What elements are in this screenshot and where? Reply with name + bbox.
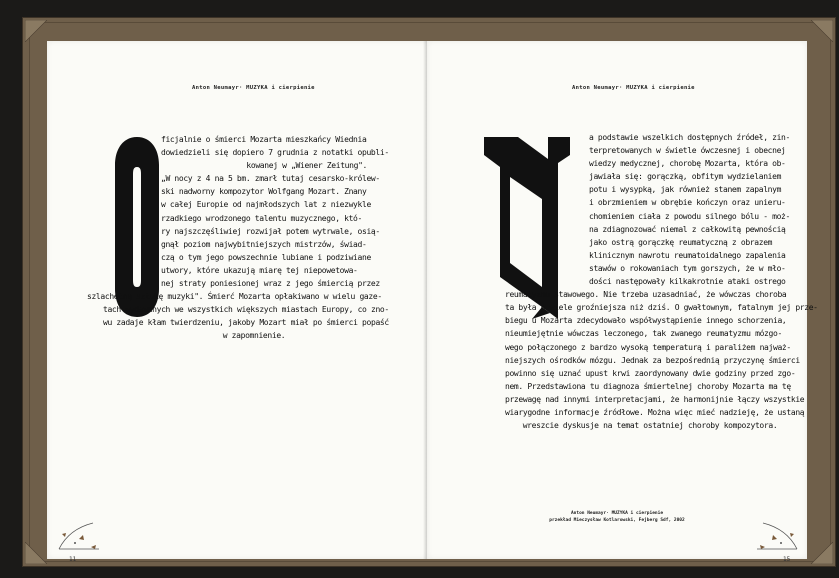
cover-corner-icon xyxy=(25,542,47,564)
text-line: szlachetną sztukę muzyki". Śmierć Mozarta opłakiwano w wielu gaze- xyxy=(87,292,382,302)
text-line: nem. Przedstawiona tu diagnoza śmiertelnej choroby Mozarta ma tę xyxy=(505,381,791,391)
text-line: wreszcie dyskusje na temat ostatniej choroby kompozytora. xyxy=(522,421,778,431)
text-line: ficjalnie o śmierci Mozarta mieszkańcy Wiednia xyxy=(161,135,367,144)
cover-corner-icon xyxy=(811,542,833,564)
text-line: jako ostrą gorączkę reumatyczną z obrazem xyxy=(589,237,773,247)
text-line: i obrzmieniem w obrębie kończyn oraz unieru- xyxy=(589,198,786,208)
text-line: gnął poziom najwybitniejszych mistrzów, świad- xyxy=(161,239,367,249)
left-body-text xyxy=(87,133,419,343)
text-line: wiedzy medycznej, chorobę Mozarta, która ob- xyxy=(589,159,786,169)
text-line: powinno się uznać upust krwi zaordynowany dwie godziny przed zgo- xyxy=(505,368,796,378)
text-line: reumatyzmu stawowego. Nie trzeba uzasadniać, że wówczas choroba xyxy=(505,290,787,300)
text-line: nieumiejętnie wówczas leczonego, tak zwanego reumatyzmu mózgo- xyxy=(505,329,782,339)
colophon xyxy=(547,511,687,523)
cover-corner-icon xyxy=(25,20,47,42)
text-line: ski nadworny kompozytor Wolfgang Mozart. Znany xyxy=(161,187,367,197)
text-line: utwory, które ukazują miarę tej niepowetowa- xyxy=(161,265,358,275)
text-line: nej straty poniesionej wraz z jego śmiercią przez xyxy=(161,279,380,289)
text-line: wego połączonego z bardzo wysoką temperaturą i paraliżem najważ- xyxy=(505,342,791,352)
text-line: stawów o rokowaniach tym gorszych, że w mło- xyxy=(589,263,786,273)
colophon-credit: przekład Mieczysław Kotlarowski, Fejberg Sdf, 2002 xyxy=(549,518,685,523)
text-line: rzadkiego wrodzonego talentu muzycznego, któ- xyxy=(161,213,362,223)
text-line: w całej Europie od najmłodszych lat z niezwykle xyxy=(161,200,371,210)
text-line: a podstawie wszelkich dostępnych źródeł, zin- xyxy=(589,133,790,142)
text-line: wiarygodne informacje źródłowe. Można więc mieć nadzieję, że ustaną xyxy=(505,407,805,417)
text-line: czą o tym jego powszechnie lubiane i podziwiane xyxy=(161,252,371,262)
right-page xyxy=(427,41,818,563)
text-line: ta była o wiele groźniejsza niż dziś. O gwałtownym, fatalnym jej prze- xyxy=(505,303,818,313)
colophon-title: Anton Neumayr· MUZYKA i cierpienie xyxy=(570,511,664,516)
left-page-number: 11 xyxy=(69,556,77,563)
text-line: klinicznym nawrotu reumatoidalnego zapalenia xyxy=(589,250,786,260)
left-running-head: Anton Neumayr· MUZYKA i cierpienie xyxy=(192,85,315,91)
compass-ornament-icon xyxy=(55,519,103,553)
left-page xyxy=(47,41,429,563)
text-line: ry najszczęśliwiej rozwijał potem wytrwale, osią- xyxy=(161,226,380,236)
text-line: terpretowanych w świetle ówczesnej i obecnej xyxy=(589,146,786,156)
text-line: dowiedzieli się dopiero 7 grudnia z notatki opubli- xyxy=(161,148,389,158)
right-body-text xyxy=(505,131,818,432)
text-line: dości następowały kilkakrotnie ataki ostrego xyxy=(589,277,786,287)
text-line: w zapomnienie. xyxy=(222,331,286,341)
text-line: kowanej w „Wiener Zeitung". xyxy=(246,161,367,171)
text-line: chomieniem ciała z powodu silnego bólu - moż- xyxy=(589,211,790,221)
compass-ornament-icon xyxy=(753,519,801,553)
text-line: na zdiagnozować niemal z całkowitą pewnością xyxy=(589,224,786,234)
right-running-head: Anton Neumayr· MUZYKA i cierpienie xyxy=(572,85,695,91)
book-spread xyxy=(22,17,836,567)
text-line: wu zadaje kłam twierdzeniu, jakoby Mozart miał po śmierci popaść xyxy=(103,318,389,328)
text-line: tach wydawanych we wszystkich większych miastach Europy, co zno- xyxy=(103,305,389,315)
right-page-number: 15 xyxy=(783,556,791,563)
text-line: „W nocy z 4 na 5 bm. zmarł tutaj cesarsko-królew- xyxy=(161,174,380,184)
cover-corner-icon xyxy=(811,20,833,42)
text-line: przewagę nad innymi interpretacjami, że harmonijnie łączy wszystkie xyxy=(505,394,805,404)
text-line: niejszych ośrodków mózgu. Jednak za bezpośrednią przyczynę śmierci xyxy=(505,355,800,365)
text-line: jawiała się: gorączką, obfitym wydzielaniem xyxy=(589,172,782,182)
text-line: potu i wysypką, jak również stanem zapalnym xyxy=(589,185,782,195)
text-line: biegu u Mozarta zdecydowało współwystąpienie innego schorzenia, xyxy=(505,316,787,326)
